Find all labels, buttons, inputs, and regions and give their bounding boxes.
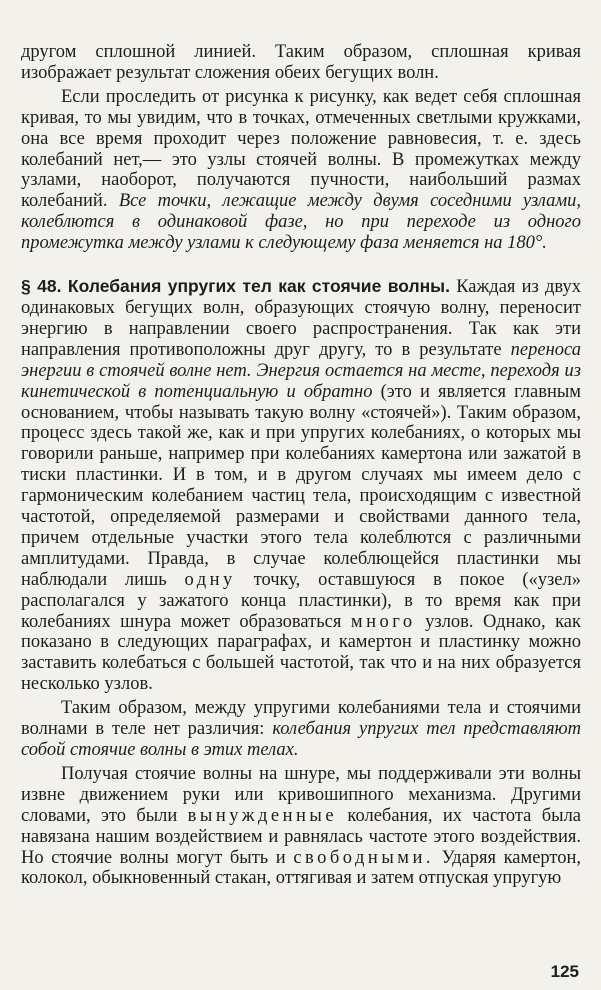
paragraph-4-text: Таким образом, между упругими колебаниями тела и стоячими волнами в теле нет различия:: [21, 698, 581, 740]
paragraph-5: [21, 764, 581, 889]
spaced-word-svobodnymi: свободными.: [293, 847, 434, 868]
section-48-italic: переноса энергии в стоячей волне нет. Энергия остается на месте, переходя из кинетической в потенциальную и обратно: [21, 339, 581, 402]
paragraph-4-italic: колебания упругих тел представляют собой стоячие волны в этих телах.: [21, 719, 582, 760]
paragraph-4: [21, 698, 581, 761]
paragraph-2-italic: Все точки, лежащие между двумя соседними узлами, колеблются в одинаковой фазе, но при переходе из одного промежутка между узлами к следующему фаза меняется на 180°.: [21, 191, 581, 254]
section-48-text-2: (это и является главным основанием, чтобы называть такую волну «стоячей»). Таким образом, процесс здесь такой же, как и при упругих колебаниях, о которых мы говорили раньше, например при колебаниях камертона или зажатой в тиски пластинки. И в том, и в другом случаях мы имеем дело с гармоническим колебанием частиц тела, происходящим с известной частотой, определяемой размерами и свойствами данного тела, причем отдельные участки этого тела колеблются с различными амплитудами. Правда, в случае колеблющейся пластинки мы наблюдали лишь: [21, 381, 581, 590]
spaced-word-mnogo: много: [350, 611, 416, 632]
section-48-text-3: точку, оставшуюся в покое («узел» располагался у зажатого конца пластинки), в то время как при колебаниях шнура может образоваться: [21, 569, 582, 632]
text-body: [21, 42, 581, 889]
paragraph-1-text: другом сплошной линией. Таким образом, сплошная кривая изображает результат сложения обеих бегущих волн.: [21, 42, 581, 83]
paragraph-5-text-2: колебания, их частота была навязана нашим воздействием и равнялась частоте этого воздействия. Но стоячие волны могут быть и: [21, 805, 582, 868]
paragraph-5-text-1: Получая стоячие волны на шнуре, мы поддерживали эти волны извне движением руки или кривошипного механизма. Другими словами, это были: [21, 763, 581, 826]
spaced-word-odnu: одну: [184, 569, 236, 590]
spaced-word-vynuzhdennye: вынужденные: [187, 805, 338, 826]
paragraph-5-text-3: Ударяя камертон, колокол, обыкновенный стакан, оттягивая и затем отпуская упругую: [21, 847, 582, 889]
section-48-paragraph: [21, 276, 581, 695]
section-48-text-1: Каждая из двух одинаковых бегущих волн, образующих стоячую волну, переносит энергию в направлении своего распространения. Так как эти направления противоположны друг другу, то в результате: [21, 277, 581, 360]
section-heading: § 48. Колебания упругих тел как стоячие волны.: [21, 276, 450, 297]
section-48-text-4: узлов. Однако, как показано в следующих параграфах, и камертон и пластинку можно заставить колебаться с большей частотой, так что и на них образуется несколько узлов.: [21, 611, 581, 695]
page-number: 125: [550, 962, 579, 981]
paragraph-2-text: Если проследить от рисунка к рисунку, как ведет себя сплошная кривая, то мы увидим, что в точках, отмеченных светлыми кружками, она все время проходит через положение равновесия, т. е. здесь колебаний нет,— это узлы стоячей волны. В промежутках между узлами, наоборот, получаются пучности, наибольший размах колебаний.: [21, 86, 581, 212]
paragraph-1: [21, 42, 581, 84]
paragraph-2: [21, 87, 581, 254]
